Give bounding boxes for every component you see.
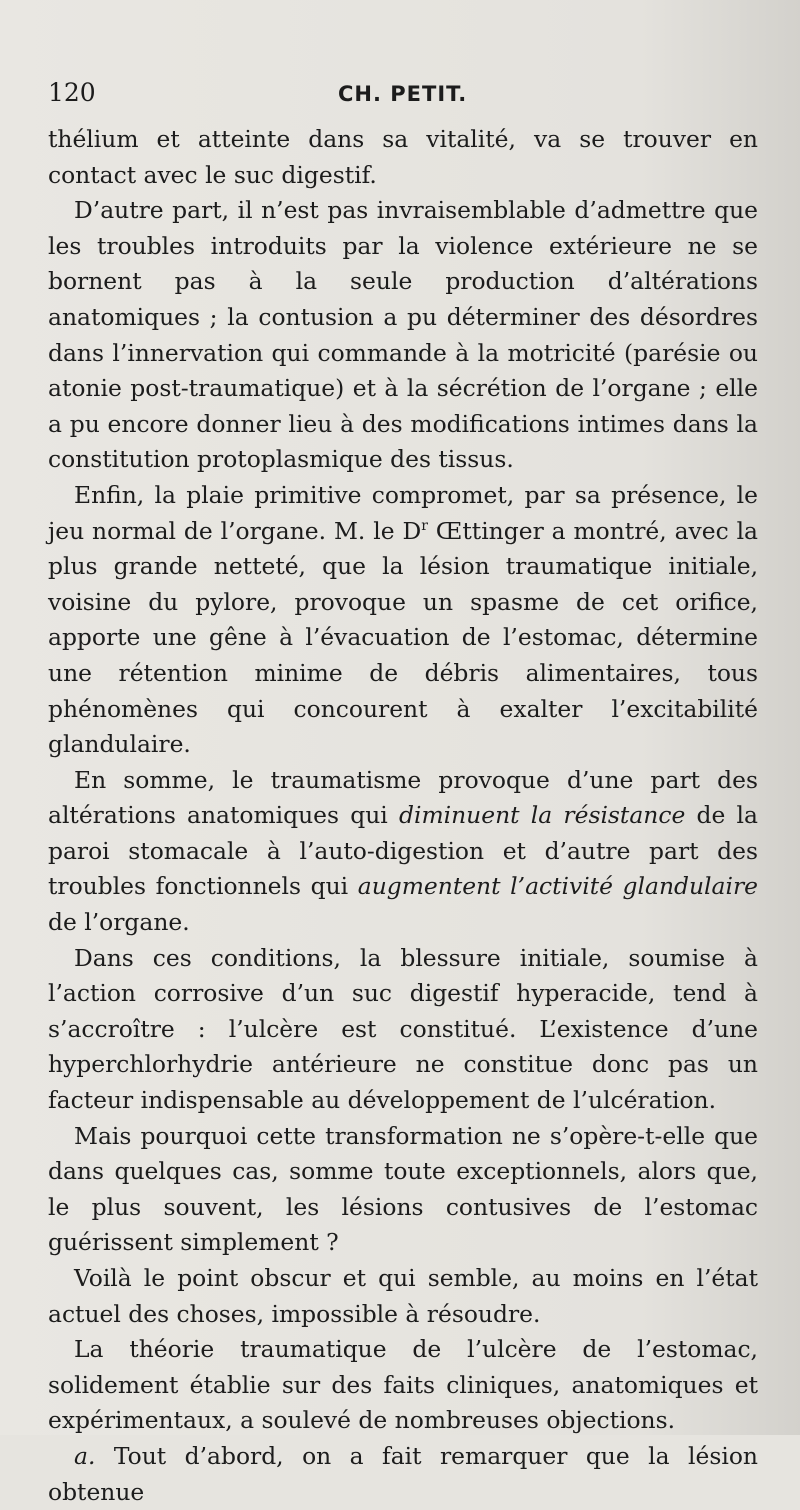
page-header xyxy=(48,78,758,118)
text-run: En somme, le traumatisme provoque d’une part des altérations anatomiques qui xyxy=(48,765,758,830)
running-head: CH. PETIT. xyxy=(338,82,468,106)
paragraph xyxy=(48,1261,758,1332)
paragraph xyxy=(48,941,758,1119)
text-run: thélium et atteinte dans sa vitalité, va se trouver en contact avec le suc digestif. xyxy=(48,125,758,189)
text-run: Tout d’abord, on a fait remarquer que la lésion obtenue xyxy=(48,1441,758,1506)
paragraph xyxy=(48,193,758,478)
text-run: La théorie traumatique de l’ulcère de l’estomac, solidement établie sur des faits cliniques, anatomiques et expérimentaux, a soulevé de nombreuses objections. xyxy=(48,1335,758,1435)
text-run: Voilà le point obscur et qui semble, au moins en l’état actuel des choses, impossible à résoudre. xyxy=(48,1264,758,1328)
text-run: de la paroi stomacale à l’auto-digestion et d’autre part des troubles fonctionnels qui xyxy=(48,801,758,901)
page-number: 120 xyxy=(48,78,96,107)
text-run: D’autre part, il n’est pas invraisemblable d’admettre que les troubles introduits par la violence extérieure ne se bornent pas à la seule production d’altérations anatomiques ; la contusion a pu déterminer des désordres dans l’innervation qui commande à la motricité (parésie ou atonie post-traumatique) et à la sécrétion de l’organe ; elle a pu encore donner lieu à des modifications intimes dans la constitution protoplasmique des tissus. xyxy=(48,196,758,474)
paragraph xyxy=(48,1332,758,1439)
paragraph xyxy=(48,122,758,193)
paragraph xyxy=(48,1439,758,1510)
italic-text: augmentent l’activité glandulaire xyxy=(357,872,758,901)
paragraph xyxy=(48,1119,758,1261)
superscript-text: r xyxy=(421,517,428,534)
text-run: Mais pourquoi cette transformation ne s’opère-t-elle que dans quelques cas, somme toute exceptionnels, alors que, le plus souvent, les lésions contusives de l’estomac guérissent simplement ? xyxy=(48,1121,758,1257)
text-run: Enfin, la plaie primitive compromet, par sa présence, le jeu normal de l’organe. M. le D xyxy=(48,480,758,545)
text-run: de l’organe. xyxy=(48,908,190,937)
italic-text: a. xyxy=(74,1441,96,1470)
italic-text: diminuent la résistance xyxy=(399,801,686,830)
paragraph xyxy=(48,478,758,763)
body-text xyxy=(48,122,758,1510)
paragraph xyxy=(48,763,758,941)
text-run: Dans ces conditions, la blessure initiale, soumise à l’action corrosive d’un suc digestif hyperacide, tend à s’accroître : l’ulcère est constitué. L’existence d’une hyperchlorhydrie antérieure ne constitue donc pas un facteur indispensable au développement de l’ulcération. xyxy=(48,943,758,1115)
text-run: Œttinger a montré, avec la plus grande netteté, que la lésion traumatique initiale, voisine du pylore, provoque un spasme de cet orifice, apporte une gêne à l’évacuation de l’estomac, détermine une rétention minime de débris alimentaires, tous phénomènes qui concourent à exalter l’excitabilité glandulaire. xyxy=(48,516,758,759)
